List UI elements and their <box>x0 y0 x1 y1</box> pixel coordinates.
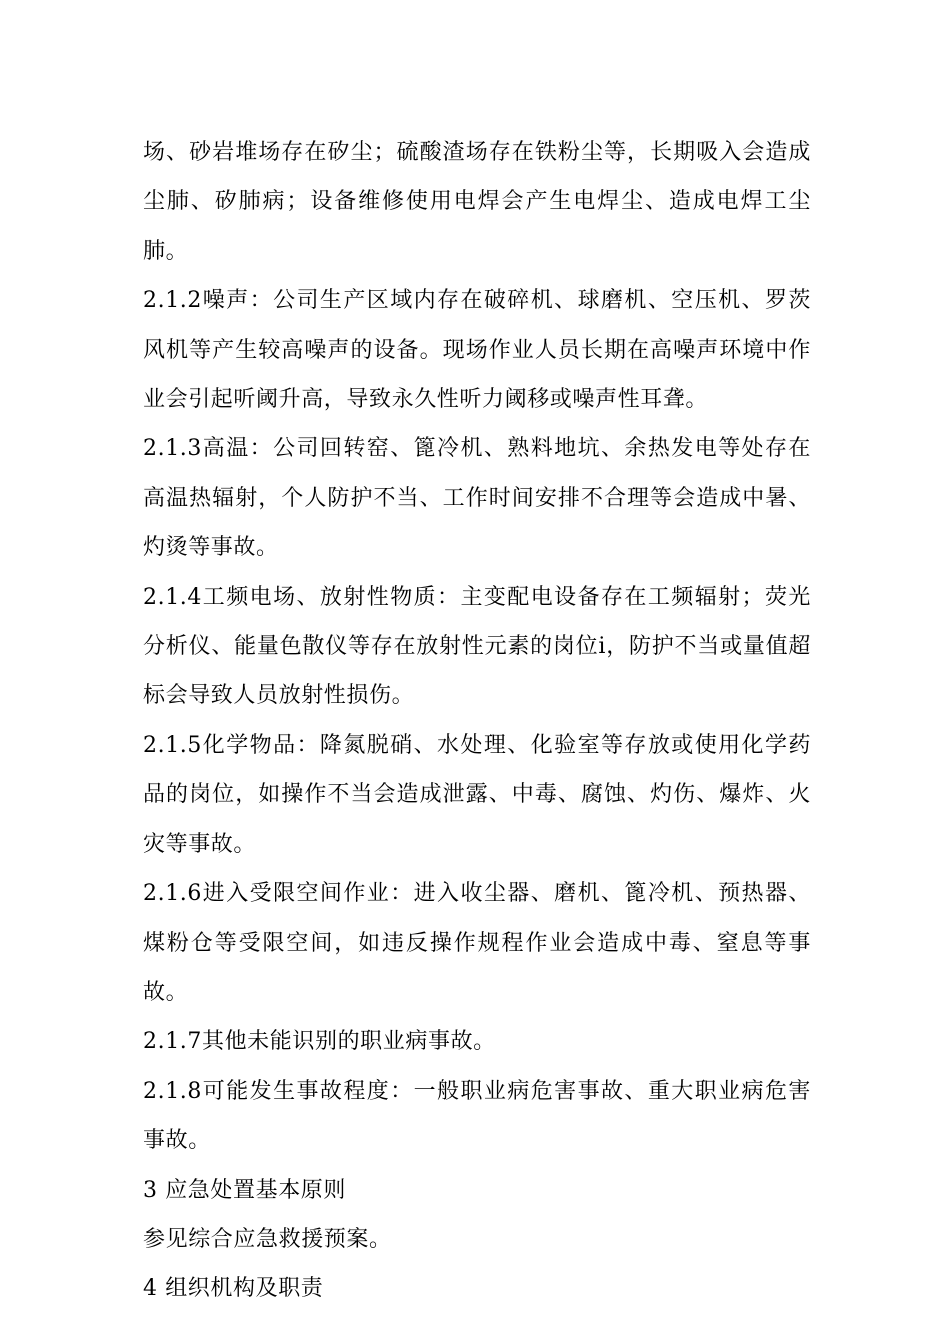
paragraph-dust-continued: 场、砂岩堆场存在矽尘；硫酸渣场存在铁粉尘等，长期吸入会造成尘肺、矽肺病；设备维修使用电焊会产生电焊尘、造成电焊工尘肺。 <box>143 140 811 264</box>
paragraph-noise: 2.1.2噪声：公司生产区域内存在破碎机、球磨机、空压机、罗茨风机等产生较高噪声的设备。现场作业人员长期在高噪声环境中作业会引起听阈升高，导致永久性听力阈移或噪声性耳聋。 <box>143 288 811 413</box>
paragraph-radiation: 2.1.4工频电场、放射性物质：主变配电设备存在工频辐射；荧光分析仪、能量色散仪等存在放射性元素的岗位i，防护不当或量值超标会导致人员放射性损伤。 <box>143 584 811 709</box>
document-body <box>143 128 811 1314</box>
paragraph-section-3-body: 参见综合应急救援预案。 <box>143 1226 392 1252</box>
heading-section-3: 3 应急处置基本原则 <box>143 1177 346 1203</box>
paragraph-chemicals: 2.1.5化学物品：降氮脱硝、水处理、化验室等存放或使用化学药品的岗位，如操作不当会造成泄露、中毒、腐蚀、灼伤、爆炸、火灾等事故。 <box>143 732 811 857</box>
paragraph-other-accidents: 2.1.7其他未能识别的职业病事故。 <box>143 1029 496 1055</box>
paragraph-confined-space: 2.1.6进入受限空间作业：进入收尘器、磨机、篦冷机、预热器、煤粉仓等受限空间，如违反操作规程作业会造成中毒、窒息等事故。 <box>143 881 811 1005</box>
paragraph-accident-severity: 2.1.8可能发生事故程度：一般职业病危害事故、重大职业病危害事故。 <box>143 1078 811 1154</box>
paragraph-high-temperature: 2.1.3高温：公司回转窑、篦冷机、熟料地坑、余热发电等处存在高温热辐射，个人防护不当、工作时间安排不合理等会造成中暑、灼烫等事故。 <box>143 436 811 561</box>
heading-section-4: 4 组织机构及职责 <box>143 1276 324 1302</box>
